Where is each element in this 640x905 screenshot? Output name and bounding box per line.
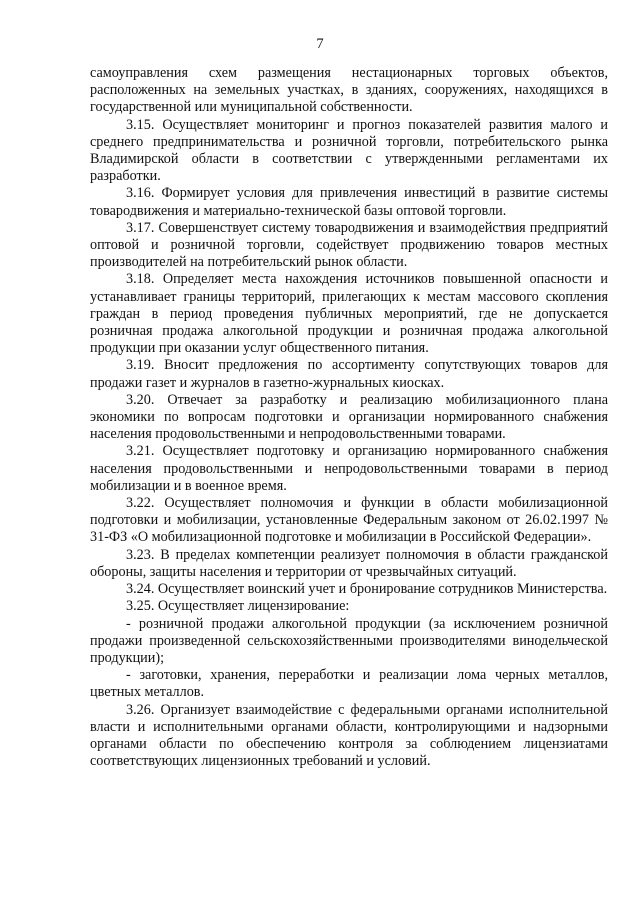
- paragraph-3-18: 3.18. Определяет места нахождения источников повышенной опасности и устанавливает границы территорий, прилегающих к местам массового скопления граждан в период проведения публичных мероприятий, где не допускается розничная продажа алкогольной продукции и розничная продажа алкогольной продукции при оказании услуг общественного питания.: [90, 271, 608, 357]
- paragraph-3-21: 3.21. Осуществляет подготовку и организацию нормированного снабжения населения продовольственными и непродовольственными товарами в период мобилизации и в военное время.: [90, 443, 608, 494]
- paragraph-continuation: самоуправления схем размещения нестационарных торговых объектов, расположенных на земельных участках, в зданиях, сооружениях, находящихся в государственной или муниципальной собственности.: [90, 65, 608, 116]
- paragraph-3-19: 3.19. Вносит предложения по ассортименту сопутствующих товаров для продажи газет и журналов в газетно-журнальных киосках.: [90, 357, 608, 391]
- paragraph-3-15: 3.15. Осуществляет мониторинг и прогноз показателей развития малого и среднего предпринимательства и розничной торговли, потребительского рынка Владимирской области в соответствии с утвержденными регламентами их разработки.: [90, 116, 608, 185]
- paragraph-3-24: 3.24. Осуществляет воинский учет и бронирование сотрудников Министерства.: [126, 581, 608, 598]
- list-item-metal-scrap: - заготовки, хранения, переработки и реализации лома черных металлов, цветных металлов.: [90, 667, 608, 701]
- list-item-alcohol-sales: - розничной продажи алкогольной продукции (за исключением розничной продажи произведенной сельскохозяйственными производителями винодельческой продукции);: [90, 615, 608, 666]
- paragraph-3-23: 3.23. В пределах компетенции реализует полномочия в области гражданской обороны, защиты населения и территории от чрезвычайных ситуаций.: [90, 546, 608, 580]
- paragraph-3-26: 3.26. Организует взаимодействие с федеральными органами исполнительной власти и исполнительными органами области, контролирующими и надзорными органами области по обеспечению контроля за соблюдением лицензиатами соответствующих лицензионных требований и условий.: [90, 701, 608, 770]
- page-number: 7: [316, 36, 324, 52]
- document-body: [90, 65, 608, 770]
- paragraph-3-16: 3.16. Формирует условия для привлечения инвестиций в развитие системы товародвижения и материально-технической базы оптовой торговли.: [90, 185, 608, 219]
- paragraph-3-22: 3.22. Осуществляет полномочия и функции в области мобилизационной подготовки и мобилизации, установленные Федеральным законом от 26.02.1997 № 31-ФЗ «О мобилизационной подготовке и мобилизации в Российской Федерации».: [90, 495, 608, 546]
- paragraph-3-20: 3.20. Отвечает за разработку и реализацию мобилизационного плана экономики по вопросам подготовки и организации нормированного снабжения населения продовольственными и непродовольственными товарами.: [90, 391, 608, 443]
- paragraph-3-17: 3.17. Совершенствует систему товародвижения и взаимодействия предприятий оптовой и розничной торговли, содействует продвижению товаров местных производителей на потребительский рынок области.: [90, 219, 608, 271]
- paragraph-3-25: 3.25. Осуществляет лицензирование:: [126, 598, 350, 615]
